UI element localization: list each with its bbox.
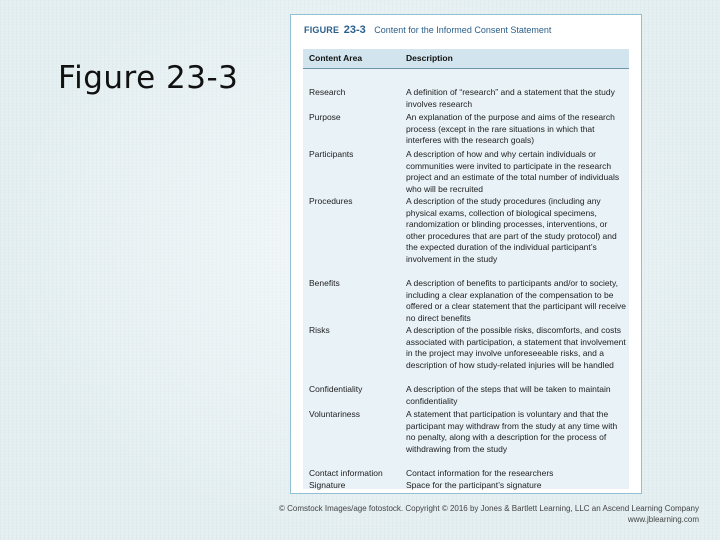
figure-caption: [304, 24, 551, 36]
row-description: Space for the participant’s signature: [406, 480, 542, 490]
column-header-description: Description: [406, 53, 453, 63]
row-area: Research: [309, 87, 346, 97]
figure-panel: [290, 14, 642, 494]
copyright-credit: © Comstock Images/age fotostock. Copyright © 2016 by Jones & Bartlett Learning, LLC an Ascend Learning Company: [278, 504, 699, 513]
row-area: Procedures: [309, 196, 353, 206]
row-area: Purpose: [309, 112, 341, 122]
row-area: Contact information: [309, 468, 383, 478]
row-area: Risks: [309, 325, 330, 335]
figure-label: FIGURE: [304, 25, 340, 35]
row-area: Confidentiality: [309, 384, 363, 394]
row-description: An explanation of the purpose and aims of the research process (except in the rare situations in which that interferes with the research goals): [406, 112, 615, 145]
consent-content-table: [303, 49, 629, 489]
figure-caption-text: Content for the Informed Consent Statement: [374, 25, 552, 35]
row-area: Signature: [309, 480, 346, 490]
row-area: Voluntariness: [309, 409, 361, 419]
row-description: A description of how and why certain individuals or communities were invited to participate in the research project and an estimate of the total number of individuals who will be recruited: [406, 149, 620, 194]
row-description: Contact information for the researchers: [406, 468, 554, 478]
row-description: A description of the possible risks, discomforts, and costs associated with participation, a statement that involvement in the project may involve unforeseeable risks, and a description of how study-related injuries will be handled: [406, 325, 626, 370]
row-description: A description of the study procedures (including any physical exams, collection of biological specimens, randomization or blinding processes, interventions, or other procedures that are part of the study protocol) and the expected duration of the individual participant’s involvement in the study: [406, 196, 617, 264]
publisher-url: www.jblearning.com: [627, 515, 699, 524]
slide-title: Figure 23-3: [58, 60, 239, 96]
row-area: Benefits: [309, 278, 340, 288]
table-header: [303, 49, 629, 69]
row-description: A description of benefits to participants and/or to society, including a clear explanation of the compensation to be offered or a clear statement that the participant will receive no direct benefits: [406, 278, 627, 323]
column-header-content-area: Content Area: [309, 53, 363, 63]
row-area: Participants: [309, 149, 354, 159]
row-description: A definition of “research” and a statement that the study involves research: [406, 87, 615, 109]
row-description: A description of the steps that will be taken to maintain confidentiality: [406, 384, 611, 406]
figure-number: 23-3: [343, 24, 366, 36]
row-description: A statement that participation is voluntary and that the participant may withdraw from the study at any time with no penalty, along with a description for the process of withdrawing from the study: [406, 409, 618, 454]
